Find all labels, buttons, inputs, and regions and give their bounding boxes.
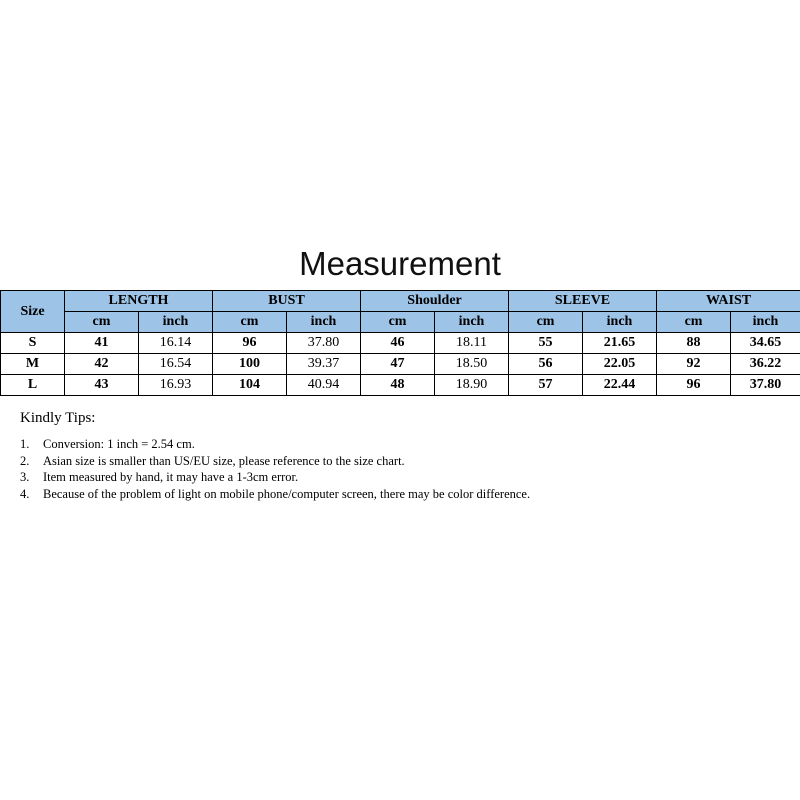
table-cell: 55 [509,333,583,354]
table-cell: 41 [65,333,139,354]
column-header-shoulder: Shoulder [361,291,509,312]
table-cell: 57 [509,375,583,396]
column-header-waist: WAIST [657,291,800,312]
unit-header: cm [509,312,583,333]
size-column-header: Size [1,291,65,333]
table-cell: 16.93 [139,375,213,396]
unit-header: cm [213,312,287,333]
page-title: Measurement [299,245,501,282]
list-number: 1. [20,437,30,451]
unit-header: cm [65,312,139,333]
list-text: Item measured by hand, it may have a 1-3cm error. [43,470,299,484]
list-item [20,453,720,470]
table-cell: 18.90 [435,375,509,396]
size-label: L [1,375,65,396]
table-cell: 36.22 [731,354,800,375]
header-row [1,291,800,312]
table-cell: 47 [361,354,435,375]
table-cell: 37.80 [731,375,800,396]
table-row [1,354,800,375]
list-item [20,469,720,486]
table-cell: 43 [65,375,139,396]
table-cell: 34.65 [731,333,800,354]
table-cell: 92 [657,354,731,375]
table-cell: 21.65 [583,333,657,354]
table-cell: 46 [361,333,435,354]
column-header-sleeve: SLEEVE [509,291,657,312]
table-row [1,375,800,396]
column-header-bust: BUST [213,291,361,312]
unit-header: cm [657,312,731,333]
unit-header: cm [361,312,435,333]
unit-header: inch [731,312,800,333]
tips-list [20,436,720,502]
unit-header: inch [139,312,213,333]
list-text: Conversion: 1 inch = 2.54 cm. [43,437,195,451]
table-cell: 96 [213,333,287,354]
table-cell: 56 [509,354,583,375]
table-cell: 42 [65,354,139,375]
list-item [20,486,720,503]
list-item [20,436,720,453]
table-cell: 16.54 [139,354,213,375]
table-cell: 22.44 [583,375,657,396]
size-chart-table [0,290,800,396]
table-cell: 22.05 [583,354,657,375]
list-number: 2. [20,453,30,468]
table-cell: 39.37 [287,354,361,375]
list-number: 3. [20,470,30,484]
table-cell: 18.50 [435,354,509,375]
table-cell: 48 [361,375,435,396]
tips-title: Kindly Tips: [20,410,96,426]
unit-header: inch [435,312,509,333]
size-label: M [1,354,65,375]
table-row [1,333,800,354]
list-text: Asian size is smaller than US/EU size, please reference to the size chart. [43,453,405,468]
table-cell: 100 [213,354,287,375]
list-number: 4. [20,486,30,501]
unit-header: inch [287,312,361,333]
table-cell: 18.11 [435,333,509,354]
table-cell: 16.14 [139,333,213,354]
table-cell: 96 [657,375,731,396]
list-text: Because of the problem of light on mobile phone/computer screen, there may be color difference. [43,486,531,501]
unit-header-row [1,312,800,333]
table-cell: 88 [657,333,731,354]
table-cell: 37.80 [287,333,361,354]
table-cell: 104 [213,375,287,396]
kindly-tips [20,408,720,502]
column-header-length: LENGTH [65,291,213,312]
table-cell: 40.94 [287,375,361,396]
size-label: S [1,333,65,354]
unit-header: inch [583,312,657,333]
